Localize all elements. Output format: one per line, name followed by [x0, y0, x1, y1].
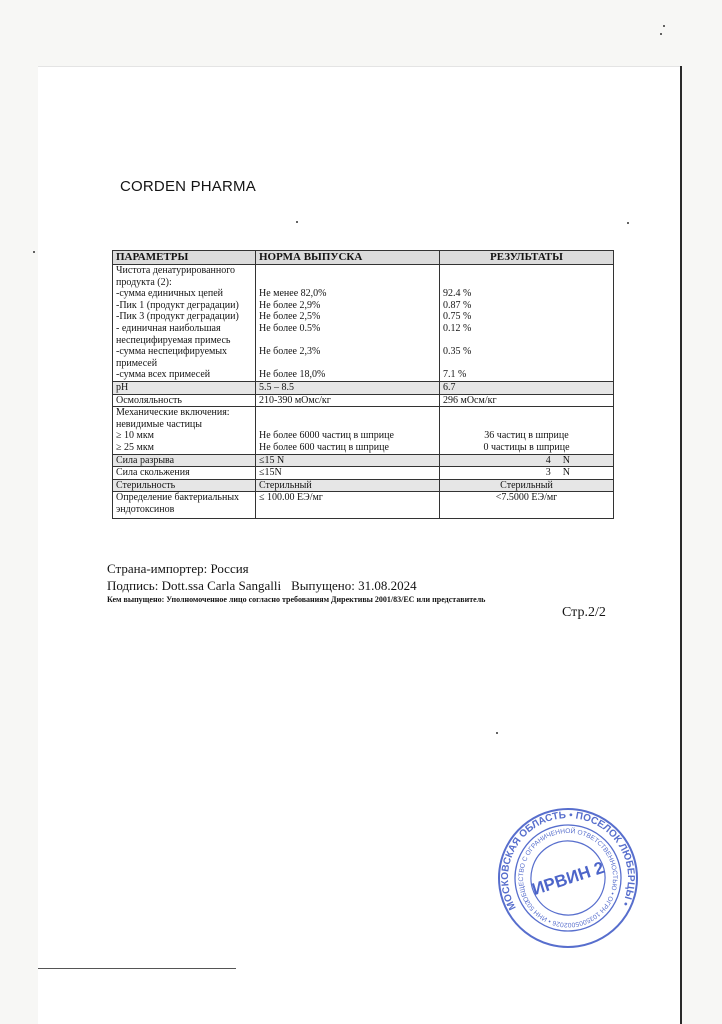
particles-param: ≥ 10 мкм — [116, 430, 155, 442]
osmolality-norm: 210-390 мОмс/кг — [256, 394, 440, 407]
stamp-inner-text: ОБЩЕСТВО С ОГРАНИЧЕННОЙ ОТВЕТСТВЕННОСТЬЮ • ОГРН 1035005002026 • ИНН 5027083476 — [517, 827, 619, 929]
particles-result: 0 частицы в шприце — [483, 441, 570, 453]
table-row-particles — [113, 407, 614, 454]
purity-result: 0.12 % — [443, 322, 472, 334]
break-force-norm: ≤15 N — [256, 454, 440, 467]
endotoxins-norm: ≤ 100.00 ЕЭ/мг — [256, 492, 440, 519]
break-force-param: Сила разрыва — [113, 454, 256, 467]
stamp-center-text: ИРВИН 2 — [529, 857, 607, 900]
ph-norm: 5.5 – 8.5 — [256, 381, 440, 394]
purity-norm: Не более 2,5% — [259, 311, 321, 323]
company-name: CORDEN PHARMA — [120, 178, 256, 195]
page-top-edge — [38, 66, 682, 67]
endotoxins-param-cell — [113, 492, 256, 519]
purity-result: 0.35 % — [443, 346, 472, 358]
issuer-note: Кем выпущено: Уполномоченное лицо согласно требованиям Директивы 2001/83/ЕС или представитель — [107, 595, 486, 604]
osmolality-result: 296 мОсм/кг — [440, 394, 614, 407]
glide-force-result-cell — [440, 467, 614, 480]
header-norm: НОРМА ВЫПУСКА — [256, 251, 440, 265]
scan-speck — [660, 33, 662, 35]
purity-result: 7.1 % — [443, 369, 467, 381]
table-row-sterility — [113, 479, 614, 492]
endotoxins-param: Определение бактериальных — [116, 492, 240, 504]
glide-force-norm: ≤15N — [256, 467, 440, 480]
endotoxins-result: <7.5000 ЕЭ/мг — [440, 492, 614, 519]
table-row-osmolality — [113, 394, 614, 407]
purity-result: 0.75 % — [443, 311, 472, 323]
table-row-purity — [113, 265, 614, 382]
signature-line — [107, 578, 417, 594]
page-right-edge — [680, 66, 682, 1024]
purity-norm: Не более 0.5% — [259, 322, 321, 334]
purity-param-cell — [113, 265, 256, 382]
particles-norm: Не более 6000 частиц в шприце — [259, 430, 394, 442]
scan-speck — [296, 221, 298, 223]
purity-norm-cell — [256, 265, 440, 382]
endotoxins-param: эндотоксинов — [116, 503, 175, 515]
purity-param: -сумма неспецифируемых — [116, 346, 228, 358]
header-result: РЕЗУЛЬТАТЫ — [440, 251, 614, 265]
page-number: Стр.2/2 — [562, 605, 606, 620]
particles-result: 36 частиц в шприце — [484, 430, 569, 442]
glide-force-unit: N — [562, 467, 570, 479]
importer-country: Страна-импортер: Россия — [107, 561, 249, 576]
purity-norm: Не менее 82,0% — [259, 288, 327, 300]
particles-param-cell — [113, 407, 256, 454]
particles-result-cell — [440, 407, 614, 454]
purity-param: неспецифируемая примесь — [116, 334, 231, 346]
sterility-param: Стерильность — [113, 479, 256, 492]
glide-force-value: 3 — [545, 467, 551, 479]
purity-norm: Не более 2,3% — [259, 346, 321, 358]
purity-param: -Пик 3 (продукт деградации) — [116, 311, 239, 323]
table-row-break-force — [113, 454, 614, 467]
table-header-row — [113, 251, 614, 265]
table-row-ph — [113, 381, 614, 394]
scan-speck — [33, 251, 35, 253]
sterility-result: Стерильный — [440, 479, 614, 492]
release-date: Выпущено: 31.08.2024 — [291, 578, 417, 593]
purity-title: Чистота денатурированного — [116, 265, 236, 276]
purity-title: продукта (2): — [116, 276, 172, 288]
specification-table — [112, 250, 614, 519]
sterility-norm: Стерильный — [256, 479, 440, 492]
ph-result: 6.7 — [440, 381, 614, 394]
particles-title: Механические включения: — [116, 407, 230, 419]
purity-result: 92.4 % — [443, 288, 472, 300]
particles-title: невидимые частицы — [116, 418, 202, 430]
scan-speck — [663, 25, 665, 27]
break-force-unit: N — [562, 454, 570, 466]
purity-norm: Не более 18,0% — [259, 369, 326, 381]
company-stamp-icon — [496, 806, 640, 950]
particles-norm: Не более 600 частиц в шприце — [259, 441, 389, 453]
purity-norm: Не более 2,9% — [259, 299, 321, 311]
scan-speck — [496, 732, 498, 734]
glide-force-param: Сила скольжения — [113, 467, 256, 480]
ph-param: pH — [113, 381, 256, 394]
particles-norm-cell — [256, 407, 440, 454]
signature: Подпись: Dott.ssa Carla Sangalli — [107, 578, 282, 593]
purity-param: -сумма единичных цепей — [116, 288, 224, 300]
break-force-result-cell — [440, 454, 614, 467]
purity-result-cell — [440, 265, 614, 382]
break-force-value: 4 — [545, 454, 551, 466]
purity-param: - единичная наибольшая — [116, 322, 221, 334]
purity-result: 0.87 % — [443, 299, 472, 311]
bottom-rule — [38, 968, 236, 969]
table-row-endotoxins — [113, 492, 614, 519]
purity-param: -сумма всех примесей — [116, 369, 211, 381]
osmolality-param: Осмоляльность — [113, 394, 256, 407]
particles-param: ≥ 25 мкм — [116, 441, 155, 453]
stamp-outer-text: МОСКОВСКАЯ ОБЛАСТЬ • ПОСЕЛОК ЛЮБЕРЦЫ • — [499, 809, 637, 912]
purity-param: -Пик 1 (продукт деградации) — [116, 299, 239, 311]
header-param: ПАРАМЕТРЫ — [113, 251, 256, 265]
scan-speck — [627, 222, 629, 224]
table-row-glide-force — [113, 467, 614, 480]
purity-param: примесей — [116, 357, 158, 369]
